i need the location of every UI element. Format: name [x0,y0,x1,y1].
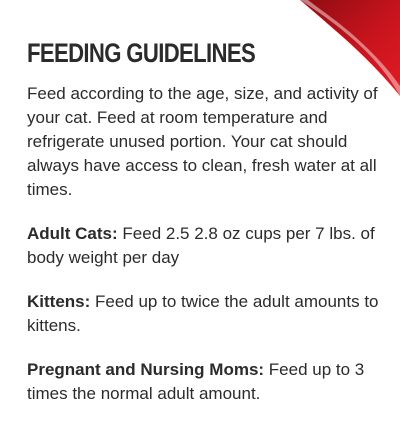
kittens-label: Kittens: [27,292,91,311]
moms-label: Pregnant and Nursing Moms: [27,360,265,379]
kittens-paragraph [27,290,387,338]
feeding-guidelines-heading: FEEDING GUIDELINES [27,38,256,68]
kittens-text: Feed up to twice the adult amounts to kittens. [27,292,379,335]
adult-cats-paragraph [27,222,387,270]
adult-cats-label: Adult Cats: [27,224,118,243]
intro-paragraph: Feed according to the age, size, and activity of your cat. Feed at room temperature and refrigerate unused portion. Your cat should always have access to clean, fresh water at all times. [27,84,378,199]
feeding-guidelines-panel [27,38,387,426]
moms-paragraph [27,358,387,406]
adult-cats-text: Feed 2.5 2.8 oz cups per 7 lbs. of body weight per day [27,224,375,267]
moms-text: Feed up to 3 times the normal adult amount. [27,360,365,403]
